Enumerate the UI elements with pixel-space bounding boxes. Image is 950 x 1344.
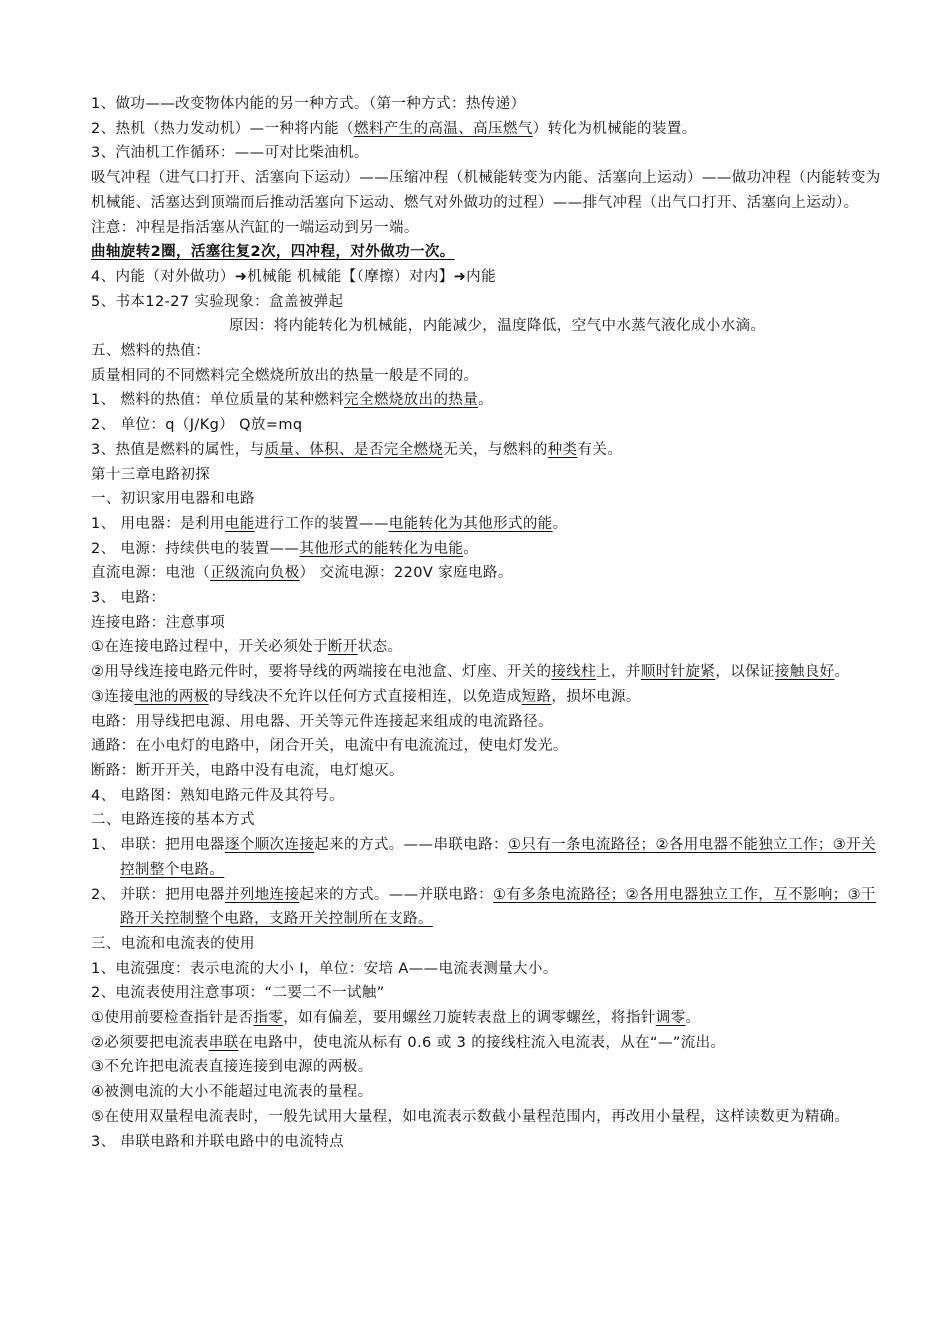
text-line: [91, 561, 881, 586]
underlined-text: 其他形式的能转化为电能: [299, 540, 464, 557]
underlined-text: 完全燃烧放出的热量: [344, 392, 479, 409]
text-line: [91, 808, 881, 833]
text-segment: 1、电流强度：表示电流的大小 I，单位：安培 A——电流表测量大小。: [91, 960, 558, 977]
text-line: [91, 92, 881, 117]
underlined-text: 接触良好: [774, 664, 835, 681]
text-segment: 二、电路连接的基本方式: [91, 812, 255, 829]
text-segment: 质量相同的不同燃料完全燃烧所放出的热量一般是不同的。: [91, 367, 479, 384]
underlined-text: 正级流向负极: [210, 565, 300, 582]
text-segment: ①使用前要检查指针是否: [91, 1010, 254, 1027]
text-segment: ②必须要把电流表: [91, 1034, 209, 1051]
text-segment: 起来的方式。——串联电路：: [314, 837, 508, 854]
text-line: [91, 1031, 881, 1056]
text-line: [91, 240, 881, 265]
underlined-text: 逐个顺次连接: [224, 837, 315, 854]
underlined-text: 电池的两极: [134, 688, 209, 705]
text-segment: 五、燃料的热值：: [91, 343, 211, 360]
text-line: [91, 883, 881, 932]
text-line: [91, 685, 881, 710]
text-segment: 1、 用电器：是利用: [91, 515, 225, 532]
text-segment: 一、初识家用电器和电路: [91, 491, 255, 508]
text-segment: 连接电路：注意事项: [91, 614, 226, 631]
text-segment: 起来的方式。——并联电路：: [299, 886, 494, 903]
text-line: [91, 413, 881, 438]
text-segment: 4、 电路图：熟知电路元件及其符号。: [91, 787, 345, 804]
text-line: [91, 1080, 881, 1105]
text-line: [91, 364, 881, 389]
text-line: [91, 1130, 881, 1155]
text-segment: 3、汽油机工作循环：——可对比柴油机。: [91, 145, 369, 162]
text-segment: 1、 燃料的热值：单位质量的某种燃料: [91, 392, 345, 409]
underlined-text: 串联: [208, 1034, 239, 1051]
text-segment: 。: [478, 392, 494, 409]
text-line: [91, 932, 881, 957]
text-line: [91, 216, 881, 241]
text-line: [91, 833, 881, 882]
text-line: [91, 586, 881, 611]
underlined-text: 质量、体积、是否完全燃烧: [264, 441, 444, 458]
underlined-text: 电能: [224, 515, 255, 532]
underlined-text: 种类: [547, 441, 578, 458]
text-segment: 5、书本12-27 实验现象：盒盖被弹起: [91, 293, 344, 310]
text-segment: 。: [834, 664, 850, 681]
text-segment: 有关。: [577, 441, 623, 458]
text-segment: ，损坏电源。: [551, 688, 641, 705]
text-line: [91, 1105, 881, 1130]
text-segment: 直流电源：电池（: [91, 565, 211, 582]
text-segment: ②用导线连接电路元件时，要将导线的两端接在电池盒、灯座、开关的: [91, 664, 552, 681]
text-segment: ⑤在使用双量程电流表时，一般先试用大量程，如电流表示数截小量程范围内，再改用小量程，这样读数更为精确。: [91, 1108, 850, 1125]
underlined-text: 短路: [521, 688, 552, 705]
text-segment: 状态。: [357, 639, 403, 656]
text-line: [91, 463, 881, 488]
text-line: [91, 166, 881, 215]
underlined-text: 接线柱: [551, 664, 597, 681]
text-line: [91, 141, 881, 166]
text-line: [91, 1055, 881, 1080]
underlined-text: 曲轴旋转2圈，活塞往复2次，四冲程，对外做功一次。: [91, 244, 455, 261]
text-line: [91, 290, 881, 315]
underlined-text: 电能转化为其他形式的能: [388, 515, 553, 532]
text-line: [91, 734, 881, 759]
text-segment: 在电路中，使电流从标有 0.6 或 3 的接线柱流入电流表，从在“—”流出。: [238, 1034, 726, 1051]
text-segment: 4、内能（对外做功）➜机械能 机械能【（摩擦）对内】➜内能: [91, 268, 496, 285]
text-line: [91, 117, 881, 142]
underlined-text: 燃料产生的高温、高压燃气: [353, 120, 533, 137]
text-line: [91, 487, 881, 512]
text-line: [91, 314, 881, 339]
text-segment: ①在连接电路过程中，开关必须处于: [91, 639, 328, 656]
text-segment: 上，并: [596, 664, 641, 681]
text-line: [91, 388, 881, 413]
text-segment: 进行工作的装置——: [254, 515, 389, 532]
underlined-text: ①只有一条电流路径；②各用电器不能独立工作；③开关控制整个电路。: [120, 837, 876, 878]
text-segment: 2、 电源：持续供电的装置——: [91, 540, 300, 557]
text-segment: 原因：将内能转化为机械能，内能减少，温度降低，空气中水蒸气液化成小水滴。: [229, 318, 766, 335]
text-line: [91, 710, 881, 735]
text-segment: 3、 电路：: [91, 590, 166, 607]
text-segment: 的导线决不允许以任何方式直接相连，以免造成: [208, 688, 522, 705]
text-segment: 2、热机（热力发动机）—一种将内能（: [91, 120, 354, 137]
text-line: [91, 265, 881, 290]
underlined-text: ①有多条电流路径；②各用电器独立工作，互不影响；③干路开关控制整个电路，支路开关控制所在支路。: [120, 886, 876, 928]
text-segment: ，以保证: [715, 664, 775, 681]
text-line: [91, 1006, 881, 1031]
document-body: [91, 92, 881, 1154]
text-segment: 电路：用导线把电源、用电器、开关等元件连接起来组成的电流路径。: [91, 713, 553, 730]
text-segment: 3、 串联电路和并联电路中的电流特点: [91, 1133, 345, 1150]
text-line: [91, 957, 881, 982]
text-segment: ） 交流电源：220V 家庭电路。: [299, 565, 513, 582]
text-segment: 通路：在小电灯的电路中，闭合开关，电流中有电流流过，使电灯发光。: [91, 738, 568, 755]
text-line: [91, 611, 881, 636]
text-segment: 断路：断开开关，电路中没有电流，电灯熄灭。: [91, 762, 404, 779]
text-line: [91, 339, 881, 364]
underlined-text: 断开: [327, 639, 358, 656]
text-line: [91, 438, 881, 463]
text-line: [91, 759, 881, 784]
text-line: [91, 981, 881, 1006]
text-line: [91, 784, 881, 809]
text-line: [91, 635, 881, 660]
text-line: [91, 512, 881, 537]
text-segment: ，如有偏差，要用螺丝刀旋转表盘上的调零螺丝，将指针: [283, 1010, 656, 1027]
text-segment: 三、电流和电流表的使用: [91, 935, 255, 952]
underlined-text: 并列地连接: [224, 886, 300, 903]
text-segment: ）转化为机械能的装置。: [532, 120, 697, 137]
text-line: [91, 537, 881, 562]
text-segment: 。: [552, 515, 568, 532]
text-segment: 1、 串联：把用电器: [91, 837, 225, 854]
text-segment: 2、 单位：q（J/Kg） Q放=mq: [91, 417, 303, 434]
text-segment: 注意：冲程是指活塞从汽缸的一端运动到另一端。: [91, 219, 419, 236]
text-segment: 第十三章电路初探: [91, 466, 211, 483]
underlined-text: 调零: [655, 1010, 686, 1027]
text-segment: 。: [463, 540, 479, 557]
text-segment: 3、热值是燃料的属性，与: [91, 441, 265, 458]
text-segment: 2、 并联：把用电器: [91, 886, 225, 903]
text-segment: 1、做功——改变物体内能的另一种方式。（第一种方式：热传递）: [91, 96, 526, 112]
text-segment: ③不允许把电流表直接连接到电源的两极。: [91, 1059, 373, 1076]
underlined-text: 顺时针旋紧: [640, 664, 716, 681]
underlined-text: 指零: [253, 1010, 284, 1027]
text-segment: ④被测电流的大小不能超过电流表的量程。: [91, 1084, 373, 1101]
text-segment: 。: [685, 1010, 701, 1027]
text-line: [91, 660, 881, 685]
text-segment: 2、电流表使用注意事项：“二要二不一试触”: [91, 985, 385, 1002]
text-segment: 吸气冲程（进气口打开、活塞向下运动）——压缩冲程（机械能转变为内能、活塞向上运动）——做功冲程（内能转变为机械能、活塞达到顶端而后推动活塞向下运动、燃气对外做功的过程）——排气冲程（出气口打开、活塞向上运动）。: [91, 170, 881, 211]
text-segment: 无关，与燃料的: [443, 441, 548, 458]
text-segment: ③连接: [91, 688, 135, 705]
